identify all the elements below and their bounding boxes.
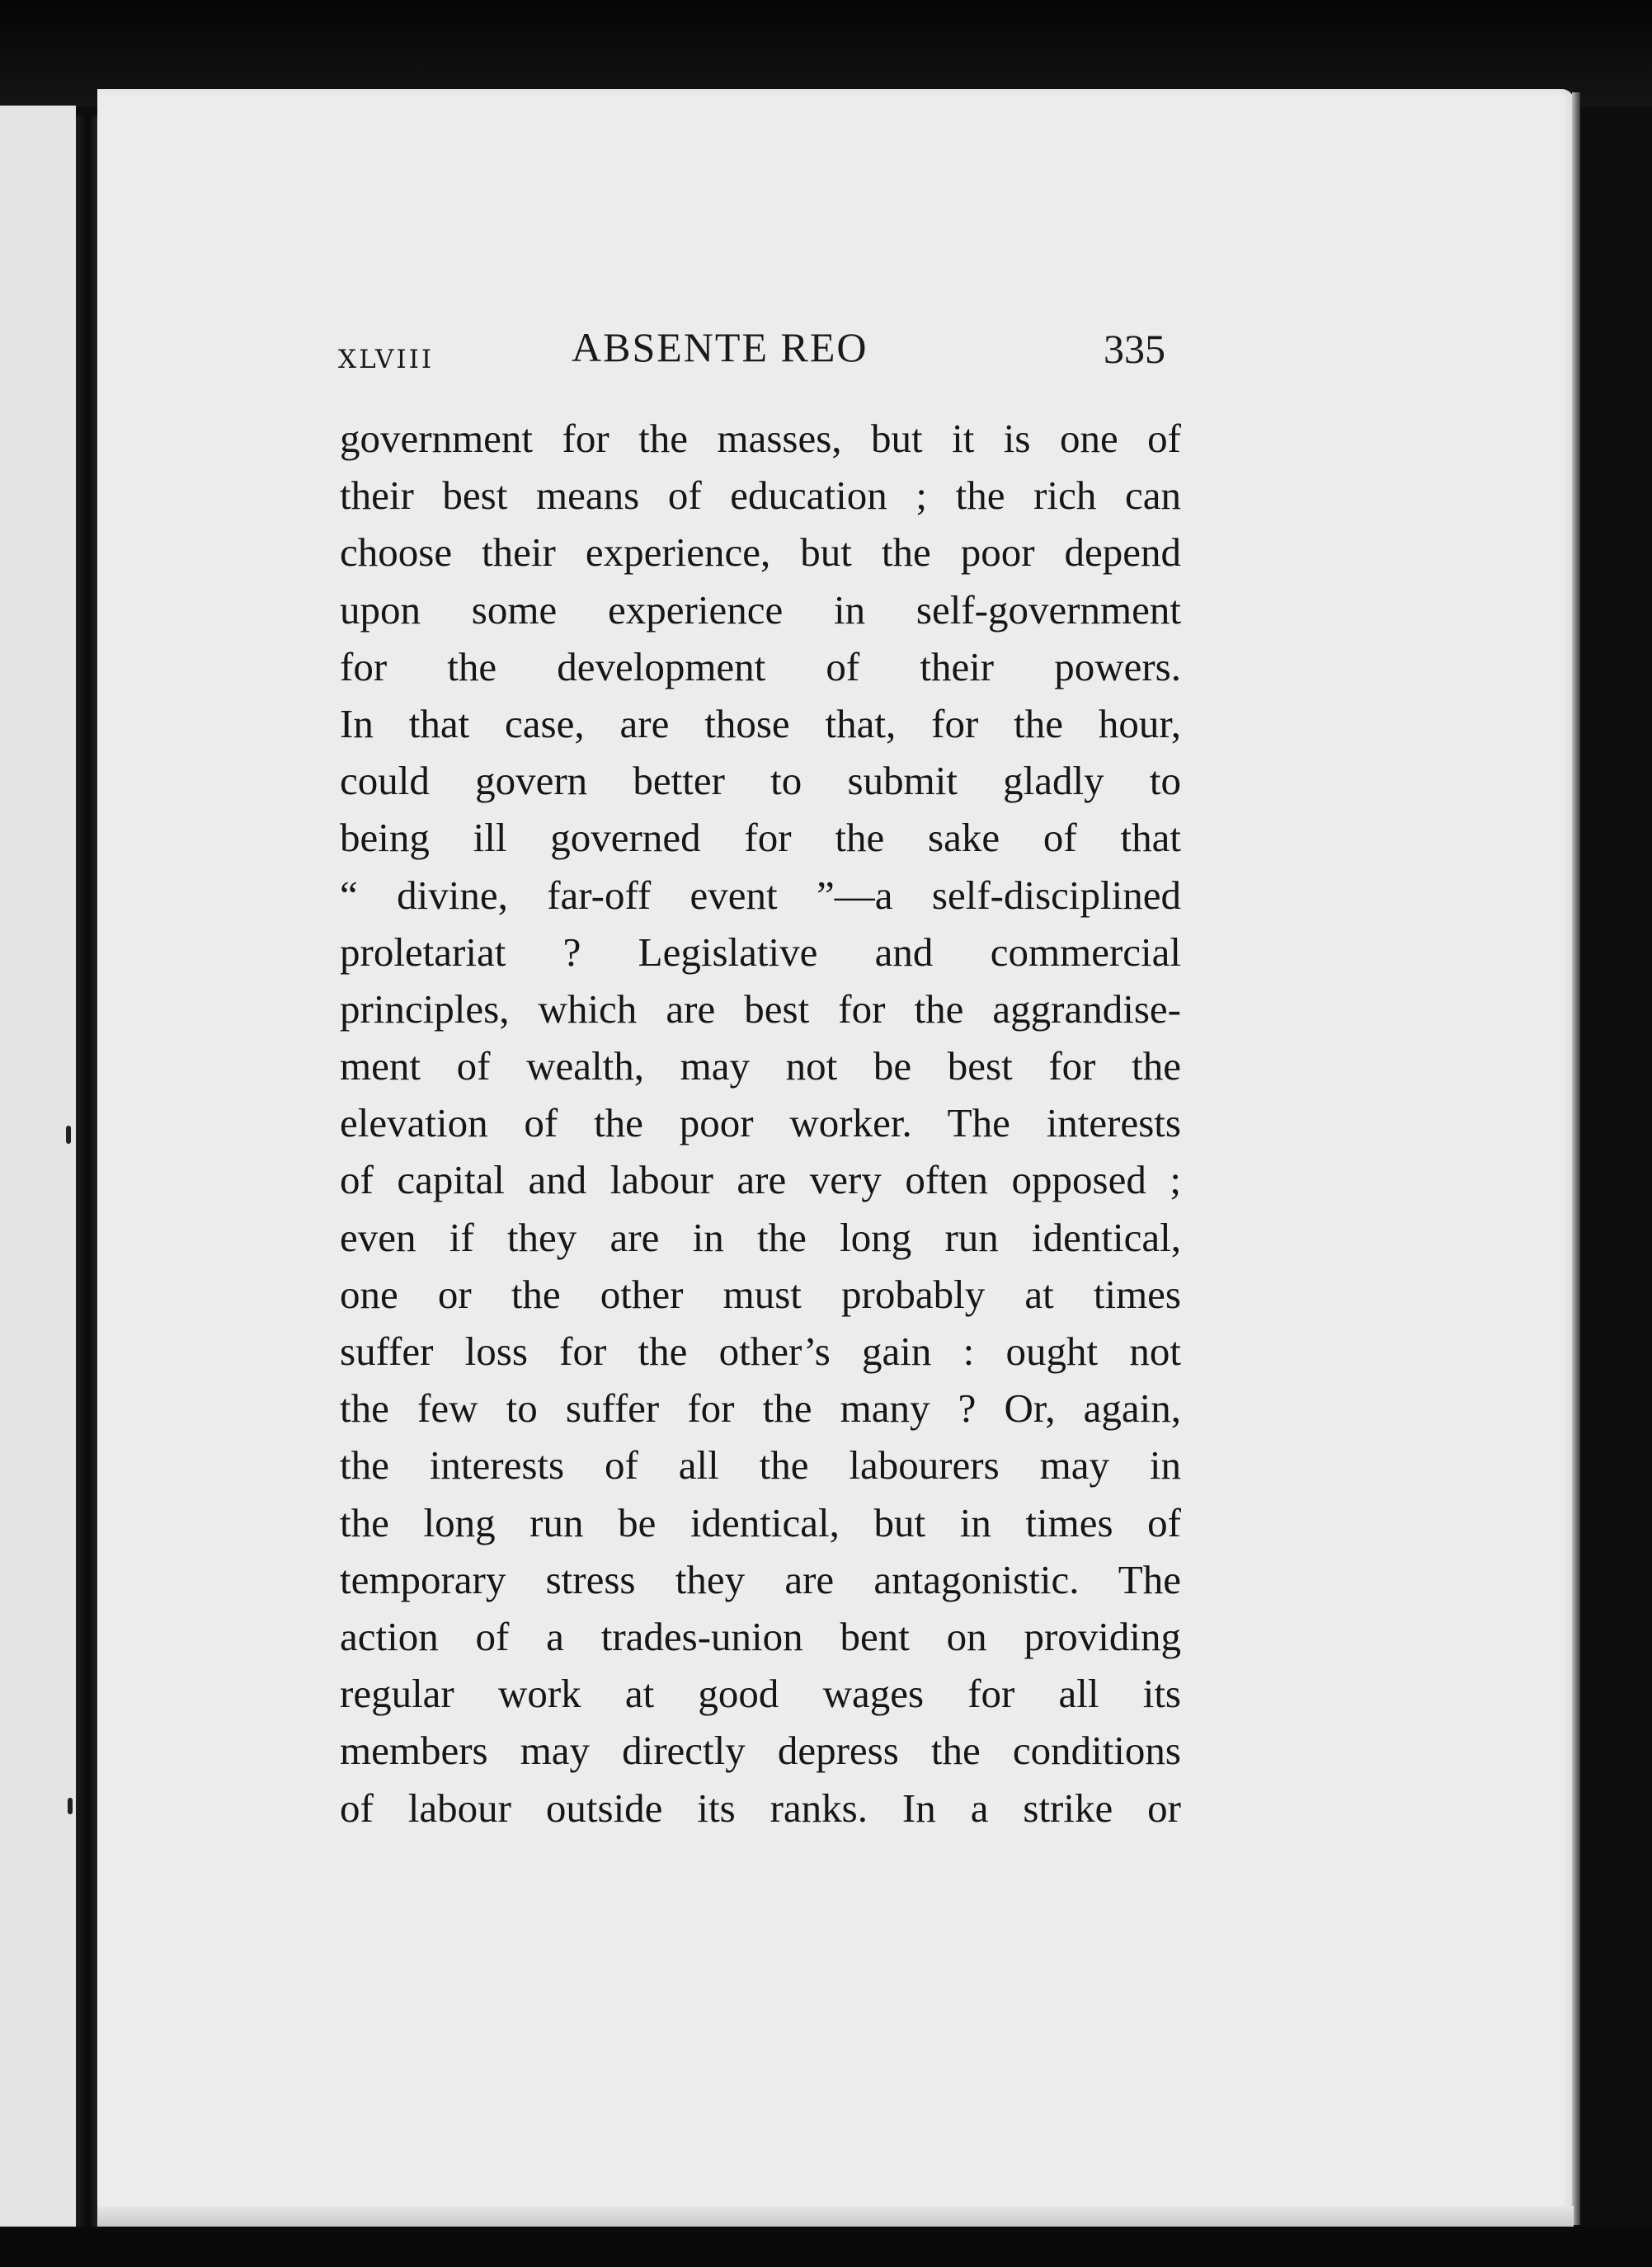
gutter-mark xyxy=(68,1798,73,1814)
text-line: principles, which are best for the aggrandise- xyxy=(340,985,1181,1032)
page-edge-shadow xyxy=(1572,92,1580,2225)
text-line: the interests of all the labourers may in xyxy=(340,1442,1181,1489)
text-line: regular work at good wages for all its xyxy=(340,1671,1181,1717)
text-line: being ill governed for the sake of that xyxy=(340,815,1181,861)
text-line: ment of wealth, may not be best for the xyxy=(340,1043,1181,1089)
text-line: could govern better to submit gladly to xyxy=(340,758,1181,804)
text-line: elevation of the poor worker. The interests xyxy=(340,1100,1181,1146)
text-line: proletariat ? Legislative and commercial xyxy=(340,929,1181,975)
text-line: In that case, are those that, for the hour, xyxy=(340,700,1181,746)
text-line: temporary stress they are antagonistic. The xyxy=(340,1556,1181,1602)
page-number: 335 xyxy=(1104,326,1165,372)
text-line: their best means of education ; the rich can xyxy=(340,473,1181,519)
text-line: suffer loss for the other’s gain : ought not xyxy=(340,1329,1181,1374)
body-text xyxy=(340,410,1181,1837)
text-line: one or the other must probably at times xyxy=(340,1271,1181,1317)
facing-page-edge xyxy=(0,106,76,2227)
page-header xyxy=(338,323,1179,389)
book-gutter xyxy=(76,115,97,2227)
text-line: for the development of their powers. xyxy=(340,643,1181,689)
text-line: members may directly depress the conditions xyxy=(340,1728,1181,1774)
text-line: even if they are in the long run identical, xyxy=(340,1214,1181,1260)
text-line: government for the masses, but it is one of xyxy=(340,416,1181,461)
text-line: upon some experience in self-government xyxy=(340,586,1181,633)
page-bottom-edge xyxy=(97,2206,1574,2227)
running-title: ABSENTE REO xyxy=(572,324,868,370)
text-line: choose their experience, but the poor depend xyxy=(340,529,1181,576)
text-line: of capital and labour are very often opposed ; xyxy=(340,1157,1181,1203)
text-line: the few to suffer for the many ? Or, again, xyxy=(340,1385,1181,1432)
chapter-number: XLVIII xyxy=(338,345,435,374)
scanner-border-bottom xyxy=(0,2227,1652,2267)
gutter-mark xyxy=(66,1126,71,1144)
text-line: “ divine, far-off event ”—a self-disciplined xyxy=(340,872,1181,918)
text-line: of labour outside its ranks. In a strike or xyxy=(340,1785,1181,1831)
text-line: action of a trades-union bent on providing xyxy=(340,1613,1181,1659)
text-line: the long run be identical, but in times of xyxy=(340,1499,1181,1545)
